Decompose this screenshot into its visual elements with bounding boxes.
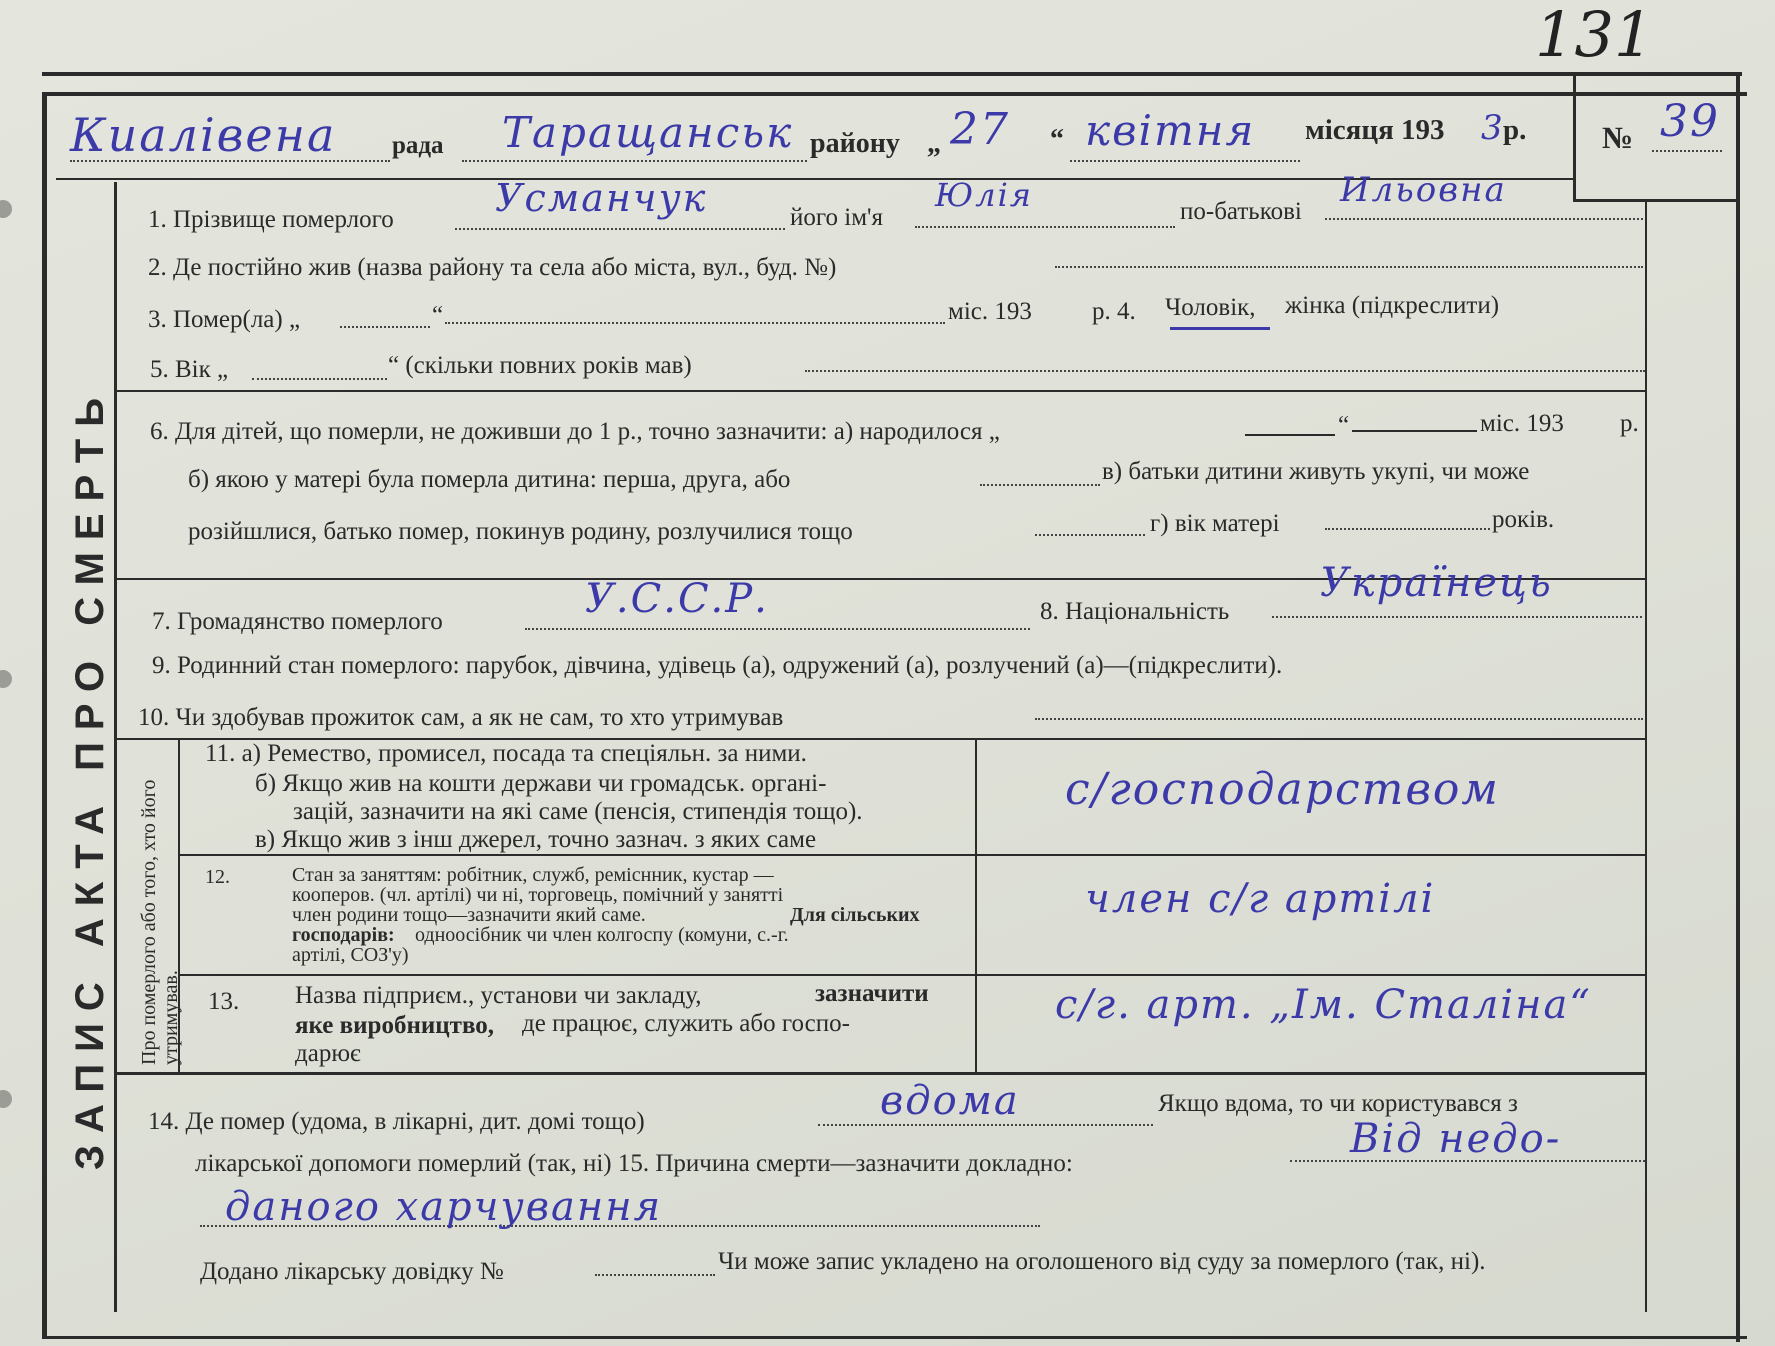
f8-line — [1272, 616, 1642, 618]
year-suffix: р. — [1503, 114, 1527, 146]
f6-line1a: 6. Для дітей, що померли, не доживши до 1 р., точно зазначити: а) народилося „ — [150, 418, 1000, 445]
f2-label: 2. Де постійно жив (назва району та села або міста, вул., буд. №) — [148, 254, 837, 281]
month-label: місяця 193 — [1305, 114, 1445, 146]
f9-label: 9. Родинний стан померлого: парубок, дівчина, удівець (а), одружений (а), розлучений (а)—(підкреслити). — [152, 652, 1283, 679]
f1-name: Юлія — [935, 176, 1033, 214]
f4-male-underline — [1170, 327, 1270, 330]
district-value: Таращанськ — [502, 108, 794, 157]
side-note: Про померлого або того, хто його утримував. — [138, 779, 182, 1065]
f5-tail-line — [805, 370, 1645, 372]
f14-line — [818, 1124, 1153, 1126]
f6-line3c: років. — [1492, 506, 1555, 533]
f11-b1: б) Якщо жив на кошти держави чи громадськ. органі- — [255, 770, 827, 797]
f5-line — [252, 378, 387, 380]
f6-line1c: міс. 193 — [1480, 410, 1564, 437]
rada-label: рада — [392, 132, 444, 159]
f3-label: 3. Помер(ла) „ — [148, 306, 301, 333]
right-inner-rule — [1645, 202, 1647, 1312]
right-rule — [1736, 72, 1740, 1342]
f16-line — [595, 1274, 715, 1276]
f11-value: с/господарством — [1065, 764, 1500, 815]
day-value: 27 — [950, 104, 1010, 155]
f6-mother-age-line — [1325, 528, 1490, 530]
month-value: квітня — [1085, 106, 1256, 155]
district-label: району — [810, 128, 900, 159]
number-box-bottom — [1573, 199, 1740, 202]
f6-status-line — [1035, 534, 1145, 536]
f6-line1d: р. — [1620, 410, 1639, 437]
f11-a: 11. а) Ремество, промисел, посада та спеціяльн. за ними. — [205, 740, 807, 767]
f12-l5: артілі, СОЗ'у) — [292, 944, 409, 966]
number-label: № — [1602, 120, 1634, 155]
f16-label-b: Чи може запис укладено на оголошеного від суду за померлого (так, ні). — [718, 1248, 1486, 1275]
quote-open: „ — [927, 128, 941, 159]
number-line — [1652, 150, 1722, 152]
f1-patronymic-line — [1325, 218, 1643, 220]
f10-label: 10. Чи здобував прожиток сам, а як не сам, то хто утримував — [138, 704, 784, 731]
f3-quote: “ — [432, 302, 444, 329]
f13-l3: дарює — [295, 1040, 361, 1067]
f8-value: Українець — [1320, 560, 1553, 606]
village-value: Киалівена — [70, 108, 337, 162]
f14-label: 14. Де помер (удома, в лікарні, дит. домі тощо) — [148, 1108, 645, 1135]
f6-month-line — [1352, 430, 1477, 432]
f13-num: 13. — [208, 988, 240, 1015]
f11-c: в) Якщо жив з інш джерел, точно зазнач. з яких саме — [255, 826, 817, 853]
f3-year: р. 4. — [1092, 298, 1136, 325]
f14-rest: Якщо вдома, то чи користувався з — [1158, 1090, 1518, 1117]
number-value: 39 — [1660, 96, 1720, 147]
f12-l3a: член родини тощо—зазначити який саме. — [292, 904, 646, 926]
f12-num: 12. — [205, 866, 230, 888]
f6-line3b: г) вік матері — [1150, 510, 1280, 537]
f13-value: с/г. арт. „Ім. Сталіна“ — [1055, 982, 1592, 1028]
f12-value: член с/г артілі — [1085, 876, 1436, 922]
f7-value: У.С.С.Р. — [585, 576, 769, 622]
top-rule — [42, 72, 1742, 76]
f6-day-line — [1245, 434, 1335, 436]
f13-l2b: де працює, служить або госпо- — [522, 1010, 850, 1037]
f1-patronymic: Ильовна — [1340, 170, 1507, 210]
side-column-rule — [114, 182, 117, 1312]
f5-label: 5. Вік „ — [150, 356, 229, 383]
f5-rest: “ (скільки повних років мав) — [388, 352, 692, 379]
f13-l1a: Назва підприєм., установи чи закладу, — [295, 982, 702, 1009]
punch-hole — [0, 1090, 12, 1108]
f2-line — [1055, 266, 1643, 268]
f3-day-line — [340, 326, 430, 328]
mid-column-rule — [975, 740, 977, 1072]
f12-l4b: одноосібник чи член колгоспу (комуни, с.-г. — [415, 924, 789, 946]
f16-label-a: Додано лікарську довідку № — [200, 1258, 504, 1285]
f6-order-line — [980, 484, 1100, 486]
punch-hole — [0, 670, 12, 688]
f14-value: вдома — [880, 1078, 1020, 1124]
f1-name-label: його ім'я — [790, 204, 884, 231]
f6-line2b: в) батьки дитини живуть укупі, чи може — [1102, 458, 1530, 485]
f15-value-1: Від недо- — [1350, 1116, 1562, 1162]
f4-male: Чоловік, — [1165, 294, 1256, 321]
punch-hole — [0, 200, 12, 218]
f8-label: 8. Національність — [1040, 598, 1230, 625]
section-rule-a — [116, 390, 1646, 392]
f15-label: лікарської допомоги померлий (так, ні) 15. Причина смерти—зазначити докладно: — [195, 1150, 1073, 1177]
f1-line — [455, 228, 785, 230]
district-line — [462, 160, 807, 162]
f1-surname: Усманчук — [495, 176, 708, 220]
number-box-left — [1573, 76, 1576, 201]
f10-line — [1035, 718, 1643, 720]
archive-page-number: 131 — [1535, 0, 1654, 71]
f15-value-2: даного харчування — [225, 1184, 663, 1230]
village-line — [70, 160, 390, 162]
row-rule-12 — [180, 974, 1646, 976]
f3-month-line — [445, 322, 945, 324]
f7-line — [525, 628, 1030, 630]
f13-l2a: яке виробництво, — [295, 1012, 495, 1039]
f12-l2: кооперов. (чл. артілі) чи ні, торговець, помічний у занятті — [292, 884, 784, 906]
year-digit: 3 — [1481, 108, 1505, 148]
f6-line1b: “ — [1338, 412, 1350, 439]
row-rule-11 — [180, 854, 1646, 856]
f6-line2a: б) якою у матері була померла дитина: перша, друга, або — [188, 466, 791, 493]
f11-b2: зацій, зазначити на які саме (пенсія, стипендія тощо). — [293, 798, 863, 825]
side-title: ЗАПИС АКТА ПРО СМЕРТЬ — [68, 386, 112, 1170]
f1-patronymic-label: по-батькові — [1180, 198, 1302, 225]
f1-label: 1. Прізвище померлого — [148, 206, 394, 233]
f12-l3b: Для сільських — [790, 904, 920, 926]
f1-name-line — [915, 226, 1175, 228]
f6-line3a: розійшлися, батько помер, покинув родину, розлучилися тощо — [188, 518, 853, 545]
f7-label: 7. Громадянство померлого — [152, 608, 443, 635]
f4-rest: жінка (підкреслити) — [1285, 292, 1500, 319]
section-rule-d — [116, 1072, 1646, 1075]
f12-l1: Стан за заняттям: робітник, служб, реміснник, кустар — — [292, 864, 774, 886]
f13-l1b: зазначити — [815, 980, 929, 1007]
month-line — [1070, 160, 1300, 162]
quote-close: “ — [1050, 124, 1064, 155]
f12-l4a: господарів: — [292, 924, 395, 946]
f3-month: міс. 193 — [948, 298, 1032, 325]
